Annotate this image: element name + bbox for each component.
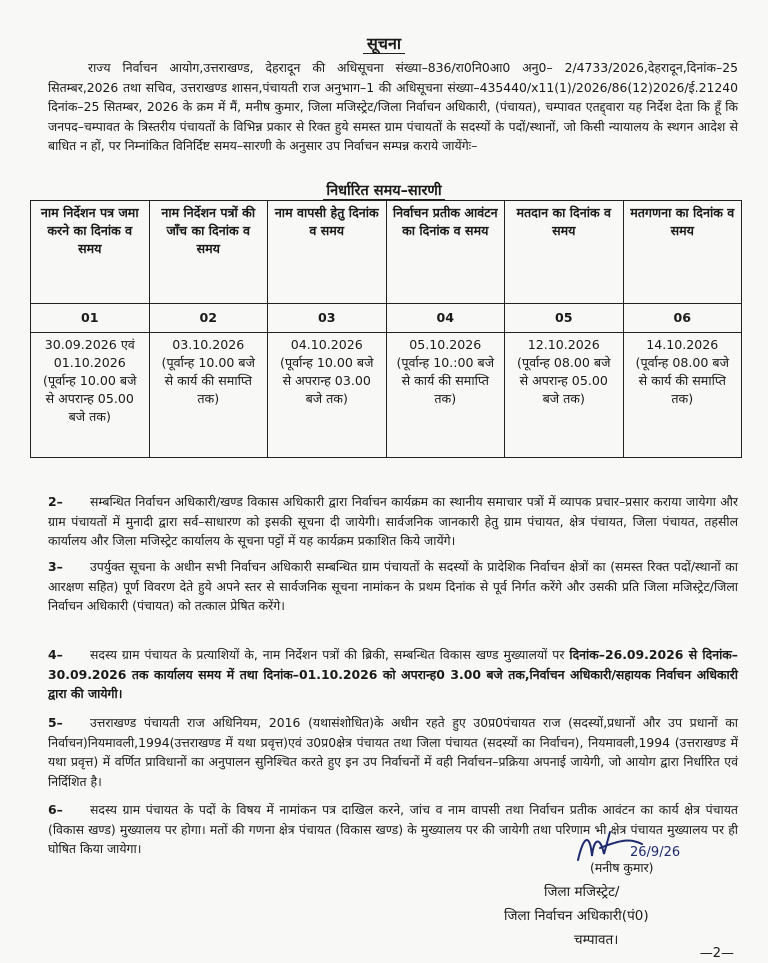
column-number: 02: [149, 304, 268, 333]
schedule-table: [30, 200, 742, 458]
paragraph-2: [48, 492, 738, 551]
signature-block: [504, 856, 724, 952]
table-number-row: [31, 304, 742, 333]
paragraph-text: सदस्य ग्राम पंचायत के प्रत्याशियों के, नाम निर्देशन पत्रों की ब्रिकी, सम्बन्धित विकास खण्ड मुख्यालयों पर: [90, 647, 570, 662]
paragraph-4: [48, 645, 738, 704]
paragraph-number: 2–: [48, 494, 63, 509]
column-number: 04: [386, 304, 505, 333]
column-number: 03: [268, 304, 387, 333]
table-value-row: [31, 333, 742, 458]
table-cell: 05.10.2026 (पूर्वान्ह 10.:00 बजे से कार्य की समाप्ति तक): [386, 333, 505, 458]
paragraph-text: उत्तराखण्ड पंचायती राज अधिनियम, 2016 (यथासंशोधित)के अधीन रहते हुए उ0प्र0पंचायत राज (सदस्यों,प्रधानों और उप प्रधानों का निर्वाचन)नियमावली,1994(उत्तराखण्ड में यथा प्रवृत्त)एवं उ0प्र0क्षेत्र पंचायत तथा जिला पंचायत (सदस्यों का निर्वाचन), नियमावली,1994 (उत्तराखण्ड में यथा प्रवृत्त) में वर्णित प्राविधानों का अनुपालन सुनिश्चित करते हुए इन उप निर्वाचनों में वही निर्वाचन–प्रक्रिया अपनाई जायेगी, जो आयोग द्वारा निर्धारित एवं निर्दिशित है।: [48, 715, 738, 789]
header-nomination-submit: नाम निर्देशन पत्र जमा करने का दिनांक व समय: [31, 201, 150, 304]
signer-name: (मनीष कुमार): [590, 860, 654, 875]
header-withdrawal: नाम वापसी हेतु दिनांक व समय: [268, 201, 387, 304]
signer-title-2: जिला निर्वाचन अधिकारी(पं0): [504, 908, 649, 924]
signer-place: चम्पावत।: [574, 932, 619, 948]
paragraph-5: [48, 713, 738, 791]
paragraph-text: सम्बन्धित निर्वाचन अधिकारी/खण्ड विकास अधिकारी द्वारा निर्वाचन कार्यक्रम का स्थानीय समाचार पत्रों में व्यापक प्रचार–प्रसार कराया जायेगा और ग्राम पंचायतों में मुनादी द्वारा सर्व–साधारण को इसकी सूचना दी जायेगी। सार्वजनिक जानकारी हेतु ग्राम पंचायत, क्षेत्र पंचायत, जिला पंचायत, तहसील कार्यालय और जिला मजिस्ट्रेट कार्यालय के सूचना पट्टों में यह कार्यक्रम प्रकाशित किये जायेंगे।: [48, 494, 738, 549]
intro-paragraph: राज्य निर्वाचन आयोग,उत्तराखण्ड, देहरादून की अधिसूचना संख्या–836/रा0नि0आ0 अनु0– 2/4733/2026,देहरादून,दिनांक–25 सितम्बर,2026 तथा सचिव, उत्तराखण्ड शासन,पंचायती राज अनुभाग–1 की अधिसूचना संख्या–435440/x11(1)/2026/86(12)2026/ई.21240 दिनांक–25 सितम्बर, 2026 के क्रम में मैं, मनीष कुमार, जिला मजिस्ट्रेट/जिला निर्वाचन अधिकारी, (पंचायत), चम्पावत एतद्द्वारा यह निर्देश देता कि हूँ कि जनपद–चम्पावत के त्रिस्तरीय पंचायतों के विभिन्न प्रकार से रिक्त हुये समस्त ग्राम पंचायतों के सदस्यों के पदों/स्थानों, जो किसी न्यायालय के स्थगन आदेश से बाधित न हों, पर निम्नांकित विनिर्दिष्ट समय–सारणी के अनुसार उप निर्वाचन सम्पन्न कराये जायेंगेः–: [48, 60, 738, 154]
paragraph-number: 5–: [48, 715, 63, 730]
notice-title: सूचना: [0, 32, 768, 54]
signer-title: जिला मजिस्ट्रेट/: [544, 884, 620, 900]
table-header-row: [31, 201, 742, 304]
table-cell: 30.09.2026 एवं 01.10.2026 (पूर्वान्ह 10.00 बजे से अपरान्ह 05.00 बजे तक): [31, 333, 150, 458]
header-counting: मतगणना का दिनांक व समय: [623, 201, 742, 304]
table-cell: 03.10.2026 (पूर्वान्ह 10.00 बजे से कार्य की समाप्ति तक): [149, 333, 268, 458]
column-number: 06: [623, 304, 742, 333]
paragraph-text: उपर्युक्त सूचना के अधीन सभी निर्वाचन अधिकारी सम्बन्धित ग्राम पंचायतों के सदस्यों के प्रादेशिक निर्वाचन क्षेत्रों का (समस्त रिक्त पदों/स्थानों का आरक्षण सहित) पूर्ण विवरण देते हुये अपने स्तर से सार्वजनिक सूचना नामांकन के प्रथम दिनांक से पूर्व निर्गत करेंगे और उसकी प्रति जिला मजिस्ट्रेट/जिला निर्वाचन अधिकारी (पंचायत) को तत्काल प्रेषित करेंगे।: [48, 559, 738, 614]
signature-date: 26/9/26: [630, 845, 681, 860]
header-scrutiny: नाम निर्देशन पत्रों की जाँच का दिनांक व समय: [149, 201, 268, 304]
schedule-title: निर्धारित समय–सारणी: [0, 180, 768, 200]
paragraph-bold-text: दिनांक–26.09.2026 से दिनांक–30.09.2026 तक कार्यालय समय में तथा दिनांक–01.10.2026 को अपरान्ह0 3.00 बजे तक,निर्वाचन अधिकारी/सहायक निर्वाचन अधिकारी द्वारा की जायेगी।: [48, 647, 739, 702]
column-number: 01: [31, 304, 150, 333]
header-polling: मतदान का दिनांक व समय: [505, 201, 624, 304]
header-symbol-allotment: निर्वाचन प्रतीक आवंटन का दिनांक व समय: [386, 201, 505, 304]
table-cell: 04.10.2026 (पूर्वान्ह 10.00 बजे से अपरान्ह 03.00 बजे तक): [268, 333, 387, 458]
paragraph-text: सदस्य ग्राम पंचायत के पदों के विषय में नामांकन पत्र दाखिल करने, जांच व नाम वापसी तथा निर्वाचन प्रतीक आवंटन का कार्य क्षेत्र पंचायत (विकास खण्ड) मुख्यालय पर होगा। मतों की गणना क्षेत्र पंचायत (विकास खण्ड) के मुख्यालय पर की जायेगी तथा परिणाम भी क्षेत्र पंचायत मुख्यालय पर ही घोषित किया जायेगा।: [48, 802, 738, 857]
table-cell: 12.10.2026 (पूर्वान्ह 08.00 बजे से अपरान्ह 05.00 बजे तक): [505, 333, 624, 458]
paragraph-number: 3–: [48, 559, 63, 574]
column-number: 05: [505, 304, 624, 333]
table-cell: 14.10.2026 (पूर्वान्ह 08.00 बजे से कार्य की समाप्ति तक): [623, 333, 742, 458]
paragraph-number: 4–: [48, 647, 63, 662]
paragraph-3: [48, 557, 738, 616]
paragraph-number: 6–: [48, 802, 63, 817]
page-number: —2—: [699, 946, 734, 961]
